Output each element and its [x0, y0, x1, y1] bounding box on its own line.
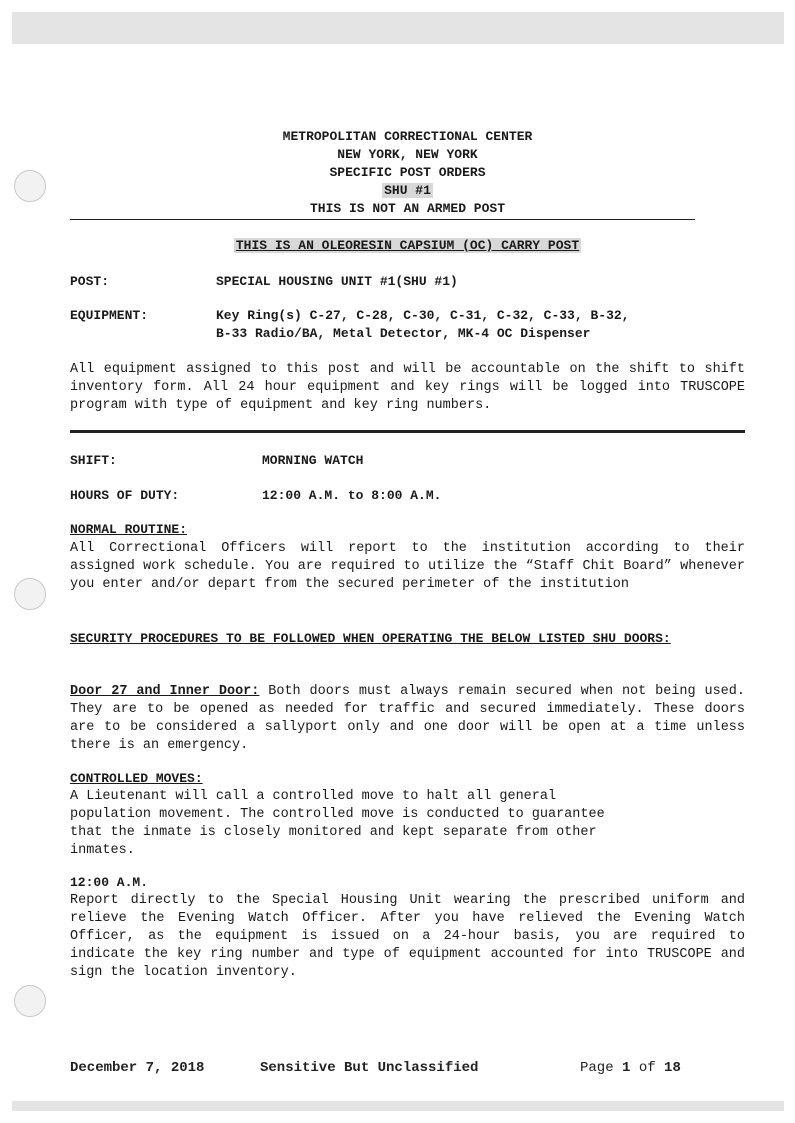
- footer-page-label: Page: [580, 1060, 614, 1076]
- controlled-moves-heading: CONTROLLED MOVES:: [70, 771, 203, 786]
- shift-label: SHIFT:: [70, 453, 117, 468]
- security-heading: SECURITY PROCEDURES TO BE FOLLOWED WHEN OPERATING THE BELOW LISTED SHU DOORS:: [70, 631, 671, 646]
- normal-routine-heading: NORMAL ROUTINE:: [70, 522, 188, 537]
- time-1200-text: Report directly to the Special Housing Unit wearing the prescribed uniform and relieve the Evening Watch Officer. After you have relieved the Evening Watch Officer, as the equipment is issued on a 24-hour basis, you are required to indicate the key ring number and type of equipment accounted for into TRUSCOPE and sign the location inventory.: [70, 893, 745, 980]
- equipment-line2: B-33 Radio/BA, Metal Detector, MK-4 OC Dispenser: [216, 326, 591, 341]
- equipment-note: All equipment assigned to this post and will be accountable on the shift to shift inventory form. All 24 hour equipment and key rings will be logged into TRUSCOPE program with type of equipment and key ring numbers.: [70, 362, 745, 413]
- controlled-moves-line3: that the inmate is closely monitored and kept separate from other: [70, 825, 597, 840]
- header-location: NEW YORK, NEW YORK: [337, 147, 478, 162]
- punch-hole-middle: [14, 578, 46, 610]
- footer-of-label: of: [638, 1060, 656, 1076]
- footer-classification: Sensitive But Unclassified: [260, 1060, 479, 1076]
- door27-heading: Door 27 and Inner Door:: [70, 684, 260, 699]
- equipment-line1: Key Ring(s) C-27, C-28, C-30, C-31, C-32, C-33, B-32,: [216, 308, 630, 323]
- footer-page-num: 1: [622, 1060, 631, 1076]
- header-armed-notice: THIS IS NOT AN ARMED POST: [309, 201, 506, 216]
- header-rule: [70, 219, 695, 220]
- controlled-moves-line1: A Lieutenant will call a controlled move to halt all general: [70, 789, 557, 804]
- scan-bottom-margin: [12, 1101, 784, 1111]
- shift-value: MORNING WATCH: [262, 453, 364, 468]
- normal-routine-text: All Correctional Officers will report to the institution according to their assigned work schedule. You are required to utilize the “Staff Chit Board” whenever you enter and/or depart from the secured perimeter of the institution: [70, 541, 745, 592]
- oc-notice-row: [70, 237, 745, 255]
- hours-label: HOURS OF DUTY:: [70, 488, 180, 503]
- footer-page-total: 18: [664, 1060, 681, 1076]
- footer-page: [580, 1060, 681, 1076]
- controlled-moves-line2: population movement. The controlled move is conducted to guarantee: [70, 807, 605, 822]
- time-1200-heading: 12:00 A.M.: [70, 875, 149, 890]
- post-value: SPECIAL HOUSING UNIT #1(SHU #1): [216, 274, 458, 289]
- post-label: POST:: [70, 274, 110, 289]
- punch-hole-top: [14, 170, 46, 202]
- equipment-label: EQUIPMENT:: [70, 308, 149, 323]
- footer-date: December 7, 2018: [70, 1060, 205, 1076]
- punch-hole-bottom: [14, 985, 46, 1017]
- scan-top-margin: [12, 12, 784, 44]
- controlled-moves-line4: inmates.: [70, 843, 135, 858]
- header-institution: METROPOLITAN CORRECTIONAL CENTER: [282, 129, 533, 144]
- oc-notice: THIS IS AN OLEORESIN CAPSIUM (OC) CARRY POST: [235, 238, 580, 253]
- hours-value: 12:00 A.M. to 8:00 A.M.: [262, 488, 442, 503]
- header-doc-type: SPECIFIC POST ORDERS: [329, 165, 486, 180]
- door27-text: Both doors must always remain secured when not being used. They are to be opened as needed for traffic and secured immediately. These doors are to be considered a sallyport only and one door will be open at a time unless there is an emergency.: [70, 684, 745, 753]
- header-post-id: SHU #1: [384, 183, 431, 198]
- section-rule: [70, 430, 745, 433]
- header-post-id-row: [70, 182, 745, 200]
- door27-paragraph: [70, 683, 745, 755]
